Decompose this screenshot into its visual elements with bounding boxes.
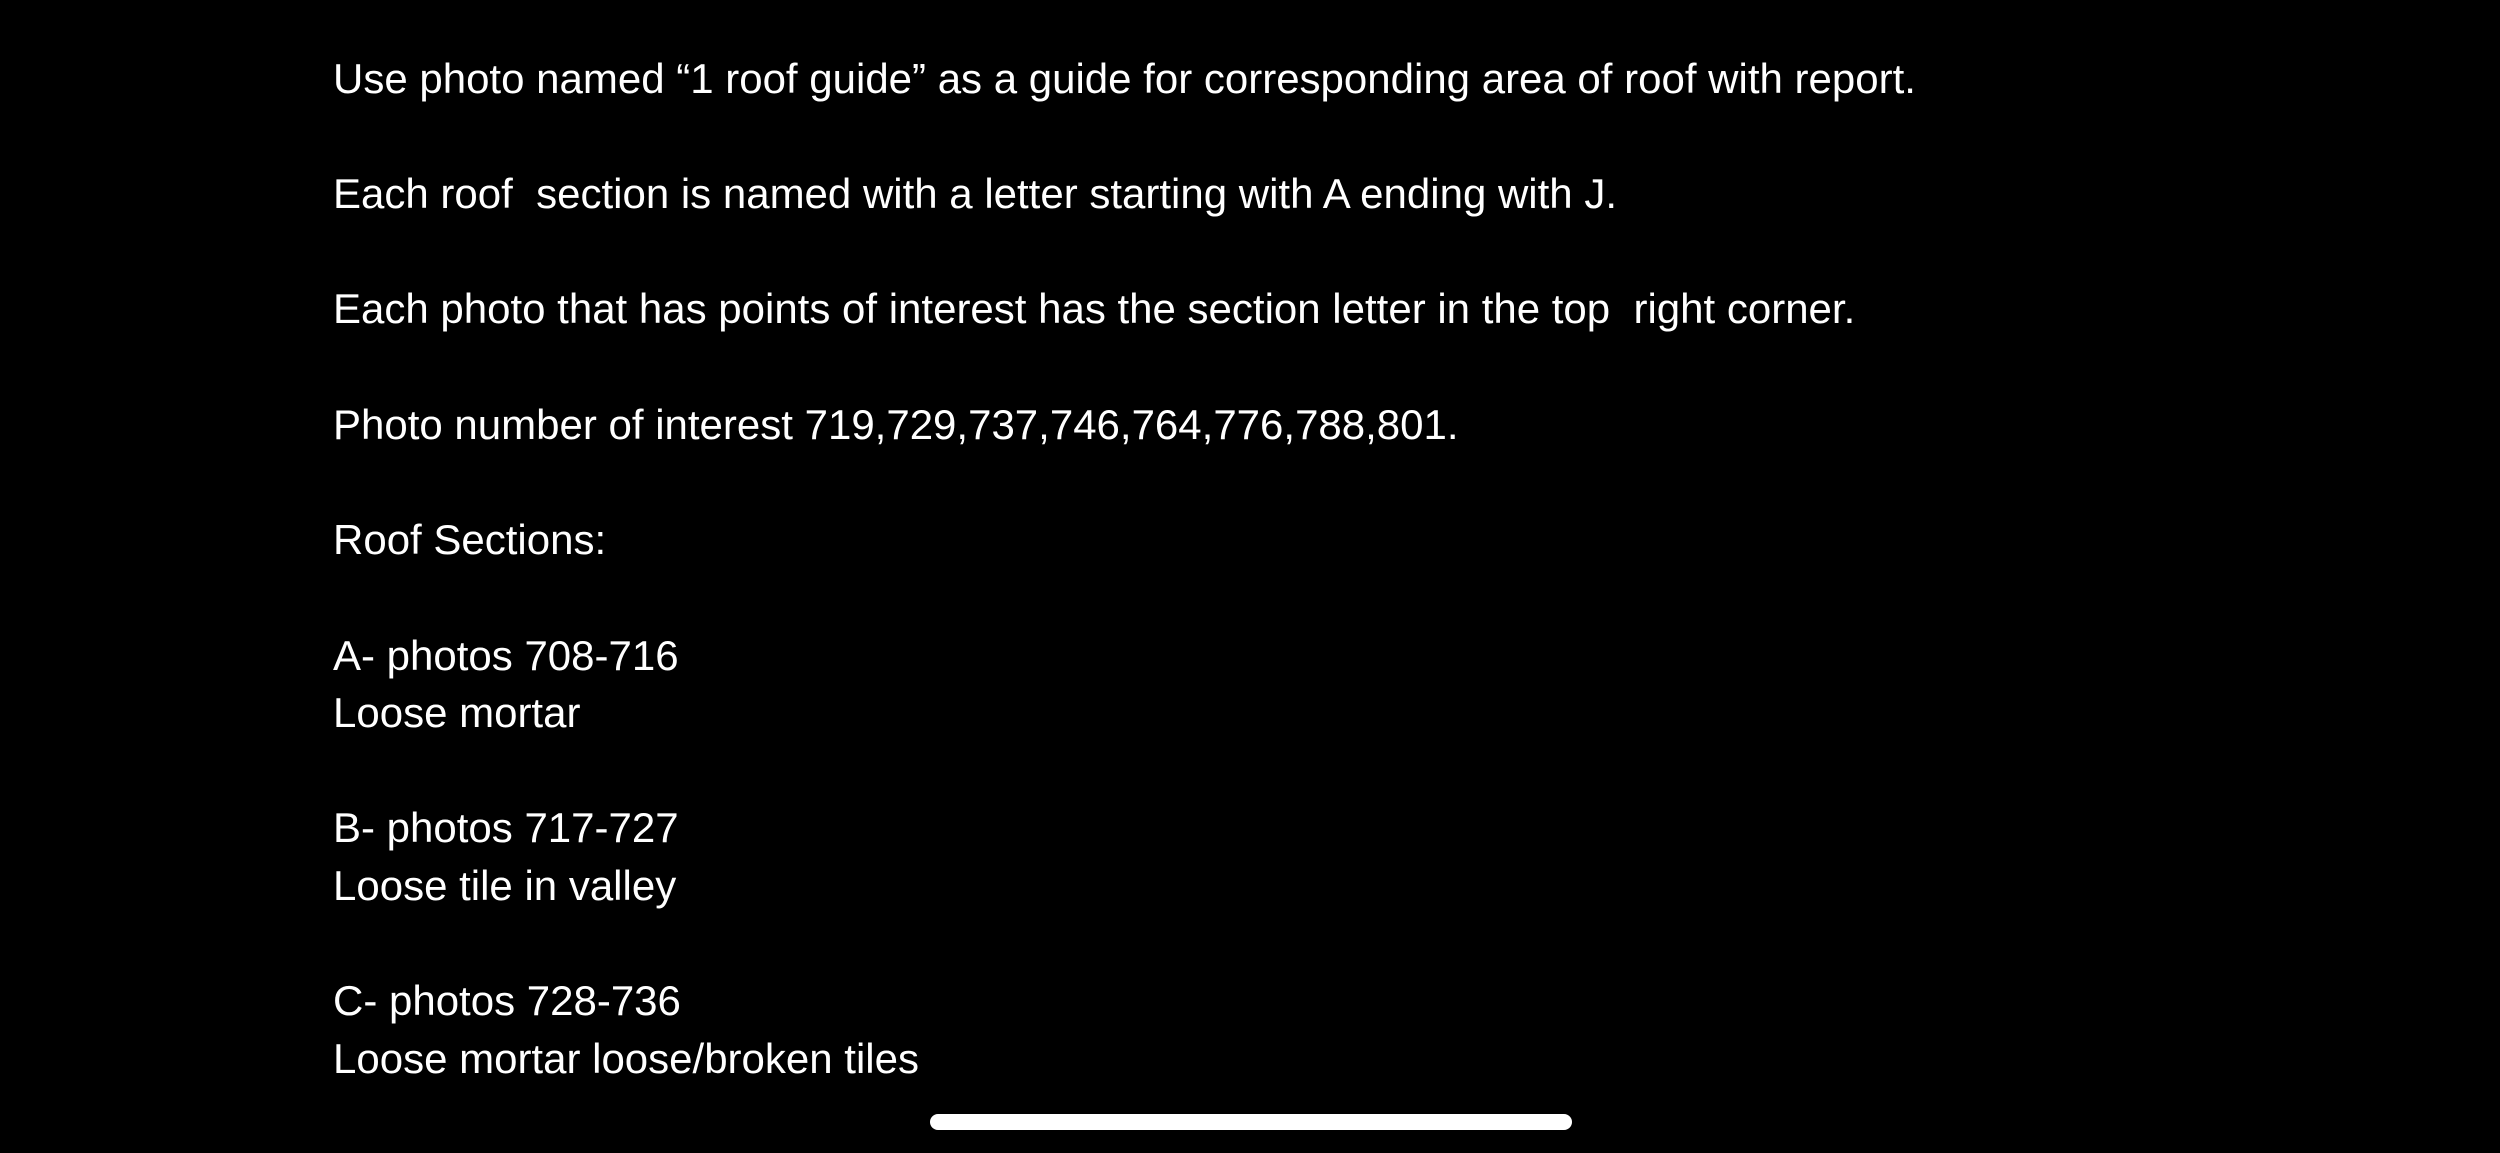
section-photos-range: B- photos 717-727 — [333, 804, 679, 851]
section-photos-range: A- photos 708-716 — [333, 632, 679, 679]
paragraph-photos-of-interest: Photo number of interest 719,729,737,746,764,776,788,801. — [333, 401, 1459, 448]
paragraph-section-letter-location: Each photo that has points of interest has the section letter in the top right corner. — [333, 285, 1856, 332]
section-photos-range: C- photos 728-736 — [333, 977, 681, 1024]
section-note: Loose mortar — [333, 689, 581, 736]
paragraph-photo-guide: Use photo named “1 roof guide” as a guide for corresponding area of roof with report. — [333, 55, 1916, 102]
section-note: Loose tile in valley — [333, 862, 677, 909]
section-note: Loose mortar loose/broken tiles — [333, 1035, 919, 1082]
home-indicator-bar[interactable] — [930, 1114, 1572, 1130]
paragraph-section-naming: Each roof section is named with a letter starting with A ending with J. — [333, 170, 1617, 217]
roof-sections-heading: Roof Sections: — [333, 516, 607, 563]
